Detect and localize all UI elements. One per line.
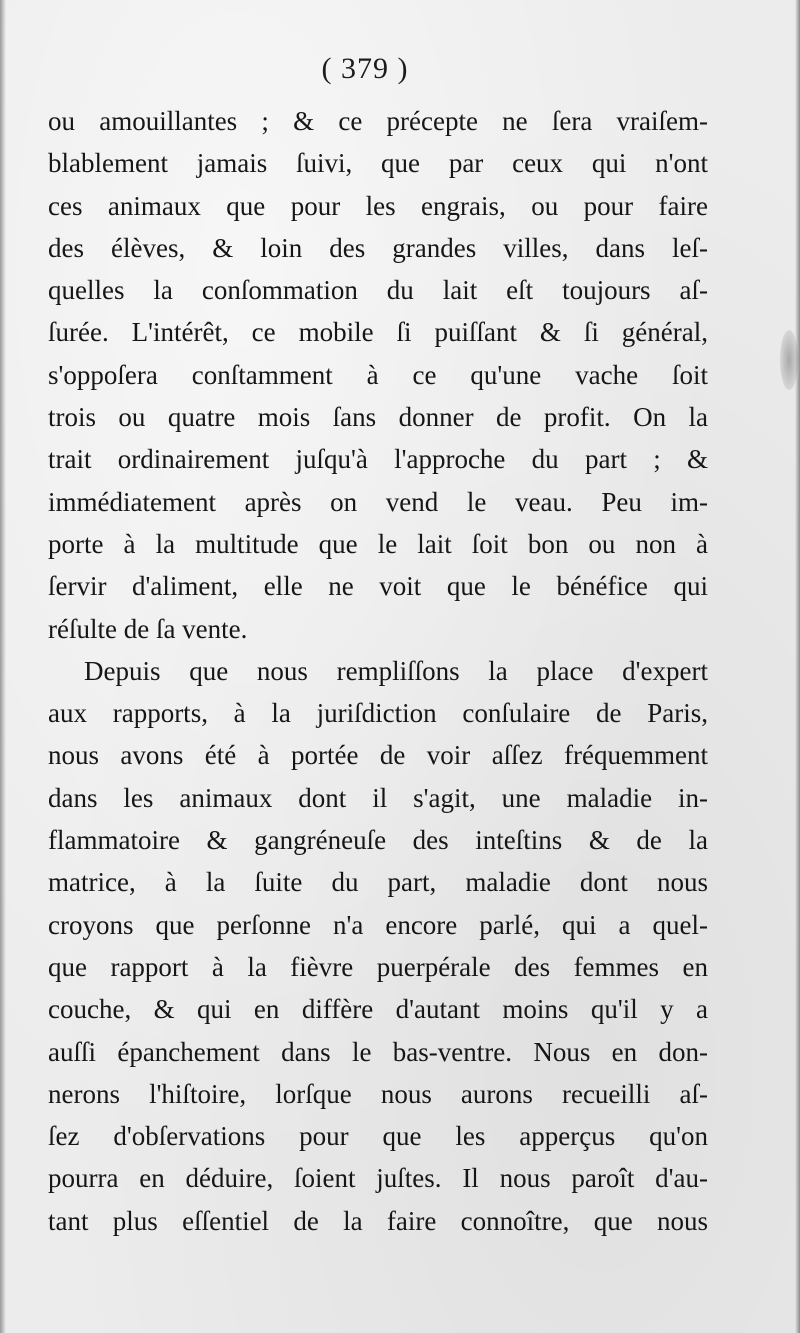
text-line: que rapport à la fièvre puerpérale des femmes en [48, 951, 708, 982]
text-line: quelles la conſommation du lait eſt toujours aſ- [48, 275, 708, 306]
text-line: tant plus eſſentiel de la faire connoître, que nous [48, 1205, 708, 1236]
text-line: réſulte de ſa vente. [48, 613, 248, 644]
text-line: pourra en déduire, ſoient juſtes. Il nous paroît d'au- [48, 1163, 708, 1194]
text-line: trois ou quatre mois ſans donner de profit. On la [48, 402, 708, 433]
text-line: auſſi épanchement dans le bas-ventre. Nous en don- [48, 1036, 708, 1067]
text-line: porte à la multitude que le lait ſoit bon ou non à [48, 528, 708, 559]
text-line: nous avons été à portée de voir aſſez fréquemment [48, 740, 708, 771]
paragraph-2 [48, 650, 708, 1242]
text-line: blablement jamais ſuivi, que par ceux qui n'ont [48, 148, 708, 179]
ink-smudge [780, 330, 798, 390]
text-line: aux rapports, à la juriſdiction conſulaire de Paris, [48, 698, 708, 729]
text-line: des élèves, & loin des grandes villes, dans leſ- [48, 232, 708, 263]
text-line: croyons que perſonne n'a encore parlé, qui a quel- [48, 909, 708, 940]
text-line: Depuis que nous rempliſſons la place d'expert [84, 655, 708, 686]
text-line: couche, & qui en diffère d'autant moins qu'il y a [48, 994, 708, 1025]
text-line: immédiatement après on vend le veau. Peu im- [48, 486, 708, 517]
page-edge-right [795, 0, 800, 1333]
page-number: ( 379 ) [321, 52, 409, 85]
text-line: ces animaux que pour les engrais, ou pour faire [48, 190, 708, 221]
text-line: ou amouillantes ; & ce précepte ne ſera vraiſem- [48, 106, 708, 136]
page-edge-left [0, 0, 6, 1333]
text-line: matrice, à la ſuite du part, maladie dont nous [48, 867, 708, 898]
text-line: s'oppoſera conſtamment à ce qu'une vache ſoit [48, 359, 708, 390]
text-line: trait ordinairement juſqu'à l'approche du part ; & [48, 444, 708, 475]
text-line: flammatoire & gangréneuſe des inteſtins & de la [48, 825, 708, 856]
text-line: nerons l'hiſtoire, lorſque nous aurons recueilli aſ- [48, 1078, 708, 1109]
body-text [48, 100, 708, 1242]
text-line: dans les animaux dont il s'agit, une maladie in- [48, 782, 708, 813]
text-line: ſez d'obſervations pour que les apperçus qu'on [48, 1121, 708, 1152]
text-line: ſurée. L'intérêt, ce mobile ſi puiſſant & ſi général, [48, 317, 708, 348]
text-line: ſervir d'aliment, elle ne voit que le bénéfice qui [48, 571, 708, 602]
paragraph-1 [48, 100, 708, 650]
